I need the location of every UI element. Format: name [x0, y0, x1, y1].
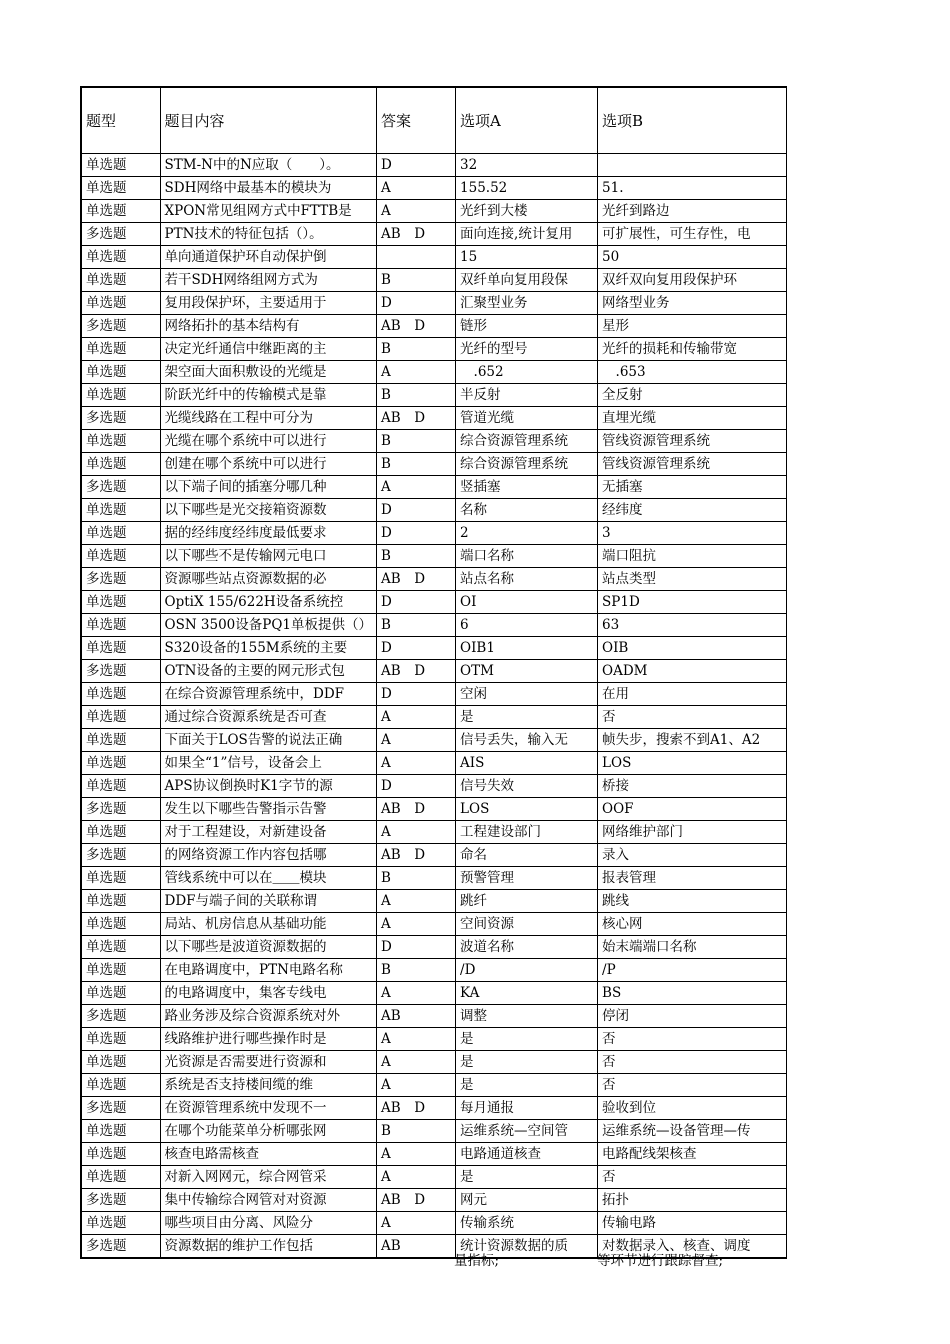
cell-type: 多选题	[81, 660, 160, 683]
cell-content: 网络拓扑的基本结构有	[160, 315, 377, 338]
cell-type: 单选题	[81, 729, 160, 752]
cell-option-a: 跳纤	[456, 890, 598, 913]
cell-content: 核查电路需核查	[160, 1143, 377, 1166]
cell-answer: B	[377, 430, 456, 453]
cell-answer: B	[377, 614, 456, 637]
cell-content: 在资源管理系统中发现不一	[160, 1097, 377, 1120]
cell-type: 多选题	[81, 844, 160, 867]
cell-type: 单选题	[81, 982, 160, 1005]
cell-option-a: 空间资源	[456, 913, 598, 936]
cell-content: 在电路调度中，PTN电路名称	[160, 959, 377, 982]
cell-type: 单选题	[81, 246, 160, 269]
table-row	[81, 844, 787, 867]
table-row	[81, 568, 787, 591]
table-row	[81, 269, 787, 292]
cell-option-a: 端口名称	[456, 545, 598, 568]
cell-option-b: OOF	[598, 798, 787, 821]
cell-content: 系统是否支持楼间缆的维	[160, 1074, 377, 1097]
cell-answer: A	[377, 1143, 456, 1166]
cell-type: 多选题	[81, 407, 160, 430]
cell-option-a: 是	[456, 706, 598, 729]
option-a-overflow-text: 量指标;	[454, 1253, 500, 1269]
cell-content: 发生以下哪些告警指示告警	[160, 798, 377, 821]
cell-option-b: 始末端端口名称	[598, 936, 787, 959]
cell-content: 若干SDH网络组网方式为	[160, 269, 377, 292]
cell-option-b: 否	[598, 1028, 787, 1051]
table-row	[81, 384, 787, 407]
cell-content: 资源数据的维护工作包括	[160, 1235, 377, 1259]
cell-answer: D	[377, 499, 456, 522]
cell-content: STM-N中的N应取（ ）。	[160, 154, 377, 177]
cell-option-a: 2	[456, 522, 598, 545]
cell-answer: D	[377, 637, 456, 660]
cell-answer: A	[377, 1212, 456, 1235]
header-row	[81, 87, 787, 154]
table-row	[81, 729, 787, 752]
table-row	[81, 637, 787, 660]
cell-type: 多选题	[81, 1005, 160, 1028]
cell-content: 创建在哪个系统中可以进行	[160, 453, 377, 476]
cell-answer: AB D	[377, 844, 456, 867]
cell-answer: AB D	[377, 315, 456, 338]
cell-option-a: 名称	[456, 499, 598, 522]
cell-type: 单选题	[81, 752, 160, 775]
cell-option-b: 站点类型	[598, 568, 787, 591]
cell-content: 集中传输综合网管对对资源	[160, 1189, 377, 1212]
cell-answer: D	[377, 154, 456, 177]
cell-option-a: KA	[456, 982, 598, 1005]
cell-answer: A	[377, 1051, 456, 1074]
cell-option-b: 录入	[598, 844, 787, 867]
cell-content: 通过综合资源系统是否可查	[160, 706, 377, 729]
header-content: 题目内容	[160, 87, 377, 154]
cell-option-a: 是	[456, 1074, 598, 1097]
cell-answer: B	[377, 269, 456, 292]
cell-option-b: 在用	[598, 683, 787, 706]
cell-option-b: 管线资源管理系统	[598, 430, 787, 453]
cell-content: 线路维护进行哪些操作时是	[160, 1028, 377, 1051]
cell-content: 据的经纬度经纬度最低要求	[160, 522, 377, 545]
table-row	[81, 499, 787, 522]
cell-option-a: 光纤到大楼	[456, 200, 598, 223]
header-option-a: 选项A	[456, 87, 598, 154]
table-row	[81, 246, 787, 269]
table-row	[81, 154, 787, 177]
cell-type: 单选题	[81, 522, 160, 545]
cell-option-b: 网络型业务	[598, 292, 787, 315]
cell-content: 以下哪些是波道资源数据的	[160, 936, 377, 959]
cell-option-b: 否	[598, 706, 787, 729]
cell-option-a: 电路通道核查	[456, 1143, 598, 1166]
cell-answer: A	[377, 1028, 456, 1051]
cell-type: 单选题	[81, 959, 160, 982]
cell-type: 单选题	[81, 890, 160, 913]
table-row	[81, 1143, 787, 1166]
cell-answer: D	[377, 292, 456, 315]
cell-option-a: 调整	[456, 1005, 598, 1028]
cell-type: 多选题	[81, 1235, 160, 1259]
cell-answer: B	[377, 867, 456, 890]
cell-content: XPON常见组网方式中FTTB是	[160, 200, 377, 223]
cell-option-b: 经纬度	[598, 499, 787, 522]
cell-content: 哪些项目由分离、风险分	[160, 1212, 377, 1235]
cell-answer: AB D	[377, 1097, 456, 1120]
cell-content: 在综合资源管理系统中，DDF	[160, 683, 377, 706]
cell-type: 单选题	[81, 338, 160, 361]
cell-option-a: 是	[456, 1028, 598, 1051]
cell-content: S320设备的155M系统的主要	[160, 637, 377, 660]
cell-option-b: 50	[598, 246, 787, 269]
cell-option-a: 信号失效	[456, 775, 598, 798]
cell-option-a: 双纤单向复用段保	[456, 269, 598, 292]
table-row	[81, 683, 787, 706]
cell-type: 单选题	[81, 637, 160, 660]
cell-type: 单选题	[81, 292, 160, 315]
cell-content: 以下端子间的插塞分哪几种	[160, 476, 377, 499]
cell-answer: A	[377, 1166, 456, 1189]
cell-option-b: 管线资源管理系统	[598, 453, 787, 476]
table-row	[81, 982, 787, 1005]
cell-answer: A	[377, 821, 456, 844]
cell-option-a: 波道名称	[456, 936, 598, 959]
cell-type: 单选题	[81, 1120, 160, 1143]
cell-type: 单选题	[81, 361, 160, 384]
cell-option-a: 15	[456, 246, 598, 269]
cell-answer: D	[377, 775, 456, 798]
table-row	[81, 1074, 787, 1097]
table-row	[81, 752, 787, 775]
cell-answer: AB	[377, 1235, 456, 1259]
table-row	[81, 591, 787, 614]
cell-option-b: 否	[598, 1051, 787, 1074]
cell-type: 单选题	[81, 269, 160, 292]
cell-type: 单选题	[81, 545, 160, 568]
cell-option-a: 竖插塞	[456, 476, 598, 499]
table-row	[81, 1005, 787, 1028]
table-row	[81, 821, 787, 844]
cell-option-b: LOS	[598, 752, 787, 775]
header-option-b: 选项B	[598, 87, 787, 154]
cell-type: 单选题	[81, 200, 160, 223]
cell-option-b: 63	[598, 614, 787, 637]
cell-option-b: 3	[598, 522, 787, 545]
cell-answer: D	[377, 522, 456, 545]
cell-content: 以下哪些不是传输网元电口	[160, 545, 377, 568]
cell-option-a: OI	[456, 591, 598, 614]
cell-type: 多选题	[81, 1189, 160, 1212]
table-row	[81, 545, 787, 568]
cell-answer: A	[377, 361, 456, 384]
cell-option-a: 半反射	[456, 384, 598, 407]
cell-answer: A	[377, 913, 456, 936]
cell-answer: B	[377, 384, 456, 407]
cell-content: OSN 3500设备PQ1单板提供（）	[160, 614, 377, 637]
cell-option-b: 电路配线架核查	[598, 1143, 787, 1166]
cell-option-a: 6	[456, 614, 598, 637]
table-row	[81, 798, 787, 821]
cell-option-b: 否	[598, 1074, 787, 1097]
cell-answer: B	[377, 338, 456, 361]
cell-option-a: LOS	[456, 798, 598, 821]
cell-option-a: 是	[456, 1051, 598, 1074]
cell-answer: A	[377, 706, 456, 729]
cell-type: 多选题	[81, 1097, 160, 1120]
table-row	[81, 200, 787, 223]
table-row	[81, 1028, 787, 1051]
table-row	[81, 913, 787, 936]
cell-type: 单选题	[81, 1051, 160, 1074]
cell-type: 单选题	[81, 936, 160, 959]
table-row	[81, 430, 787, 453]
cell-option-a: 信号丢失，输入无	[456, 729, 598, 752]
table-row	[81, 338, 787, 361]
cell-option-b: 帧失步，搜索不到A1、A2	[598, 729, 787, 752]
table-row	[81, 223, 787, 246]
cell-option-b: OIB	[598, 637, 787, 660]
cell-type: 单选题	[81, 821, 160, 844]
cell-option-a: 空闲	[456, 683, 598, 706]
table-row	[81, 1189, 787, 1212]
cell-option-b: 星形	[598, 315, 787, 338]
cell-option-a: 传输系统	[456, 1212, 598, 1235]
cell-option-b: SP1D	[598, 591, 787, 614]
cell-answer: A	[377, 200, 456, 223]
cell-option-b: 可扩展性，可生存性，电	[598, 223, 787, 246]
cell-content: 如果全“1”信号，设备会上	[160, 752, 377, 775]
cell-type: 单选题	[81, 1166, 160, 1189]
cell-type: 单选题	[81, 1212, 160, 1235]
table-row	[81, 959, 787, 982]
cell-option-a: 155.52	[456, 177, 598, 200]
cell-type: 单选题	[81, 683, 160, 706]
cell-option-b: 报表管理	[598, 867, 787, 890]
cell-type: 单选题	[81, 177, 160, 200]
cell-option-a: AIS	[456, 752, 598, 775]
cell-type: 单选题	[81, 1074, 160, 1097]
cell-type: 单选题	[81, 499, 160, 522]
cell-answer: D	[377, 683, 456, 706]
cell-answer: A	[377, 890, 456, 913]
cell-option-a: .652	[456, 361, 598, 384]
option-b-overflow-text: 等环节进行跟踪督查;	[597, 1253, 724, 1269]
cell-answer: A	[377, 177, 456, 200]
table-row	[81, 361, 787, 384]
cell-option-b	[598, 154, 787, 177]
cell-content: APS协议倒换时K1字节的源	[160, 775, 377, 798]
table-row	[81, 660, 787, 683]
cell-option-b: 停闭	[598, 1005, 787, 1028]
cell-content: 资源哪些站点资源数据的必	[160, 568, 377, 591]
table-row	[81, 1212, 787, 1235]
cell-option-b: /P	[598, 959, 787, 982]
cell-type: 多选题	[81, 315, 160, 338]
cell-content: 对于工程建设，对新建设备	[160, 821, 377, 844]
cell-answer: A	[377, 476, 456, 499]
cell-option-b: 核心网	[598, 913, 787, 936]
cell-type: 单选题	[81, 453, 160, 476]
cell-option-a: 32	[456, 154, 598, 177]
cell-content: 路业务涉及综合资源系统对外	[160, 1005, 377, 1028]
cell-content: 在哪个功能菜单分析哪张网	[160, 1120, 377, 1143]
cell-option-b: 跳线	[598, 890, 787, 913]
cell-option-b: 拓扑	[598, 1189, 787, 1212]
cell-content: 阶跃光纤中的传输模式是靠	[160, 384, 377, 407]
table-row	[81, 177, 787, 200]
table-row	[81, 292, 787, 315]
cell-type: 多选题	[81, 798, 160, 821]
cell-answer: B	[377, 545, 456, 568]
cell-option-a: 每月通报	[456, 1097, 598, 1120]
cell-option-a: 管道光缆	[456, 407, 598, 430]
question-table	[80, 86, 787, 1259]
cell-option-b: 网络维护部门	[598, 821, 787, 844]
cell-option-b: BS	[598, 982, 787, 1005]
cell-option-b: 验收到位	[598, 1097, 787, 1120]
table-row	[81, 1166, 787, 1189]
cell-type: 单选题	[81, 706, 160, 729]
cell-option-b: 传输电路	[598, 1212, 787, 1235]
cell-answer: D	[377, 591, 456, 614]
cell-type: 多选题	[81, 568, 160, 591]
table-row	[81, 1051, 787, 1074]
cell-answer	[377, 246, 456, 269]
cell-option-b: 对数据录入、核查、调度	[598, 1235, 787, 1259]
cell-content: SDH网络中最基本的模块为	[160, 177, 377, 200]
cell-answer: A	[377, 752, 456, 775]
cell-answer: AB D	[377, 568, 456, 591]
cell-content: 光缆线路在工程中可分为	[160, 407, 377, 430]
cell-type: 单选题	[81, 775, 160, 798]
cell-answer: AB D	[377, 223, 456, 246]
cell-answer: B	[377, 959, 456, 982]
cell-option-b: .653	[598, 361, 787, 384]
table-row	[81, 867, 787, 890]
table-row	[81, 407, 787, 430]
cell-type: 单选题	[81, 913, 160, 936]
cell-content: PTN技术的特征包括（）。	[160, 223, 377, 246]
cell-type: 单选题	[81, 591, 160, 614]
cell-option-b: 光纤的损耗和传输带宽	[598, 338, 787, 361]
cell-option-b: OADM	[598, 660, 787, 683]
cell-option-a: 工程建设部门	[456, 821, 598, 844]
cell-answer: AB D	[377, 660, 456, 683]
cell-answer: AB D	[377, 1189, 456, 1212]
cell-content: 光资源是否需要进行资源和	[160, 1051, 377, 1074]
cell-option-a: 统计资源数据的质	[456, 1235, 598, 1259]
cell-answer: A	[377, 729, 456, 752]
cell-option-a: 光纤的型号	[456, 338, 598, 361]
cell-option-a: 预警管理	[456, 867, 598, 890]
cell-option-b: 光纤到路边	[598, 200, 787, 223]
header-type: 题型	[81, 87, 160, 154]
cell-type: 单选题	[81, 867, 160, 890]
cell-content: 的网络资源工作内容包括哪	[160, 844, 377, 867]
cell-content: 光缆在哪个系统中可以进行	[160, 430, 377, 453]
table-row	[81, 775, 787, 798]
cell-answer: AB	[377, 1005, 456, 1028]
table-row	[81, 1120, 787, 1143]
cell-content: 以下哪些是光交接箱资源数	[160, 499, 377, 522]
cell-content: 单向通道保护环自动保护倒	[160, 246, 377, 269]
header-answer: 答案	[377, 87, 456, 154]
cell-option-b: 否	[598, 1166, 787, 1189]
cell-option-a: 汇聚型业务	[456, 292, 598, 315]
cell-answer: D	[377, 936, 456, 959]
cell-option-a: 命名	[456, 844, 598, 867]
cell-content: 架空面大面积敷设的光缆是	[160, 361, 377, 384]
cell-option-a: 综合资源管理系统	[456, 453, 598, 476]
cell-content: 的电路调度中，集客专线电	[160, 982, 377, 1005]
table-row	[81, 890, 787, 913]
cell-content: 下面关于LOS告警的说法正确	[160, 729, 377, 752]
cell-option-a: 网元	[456, 1189, 598, 1212]
cell-type: 单选题	[81, 1143, 160, 1166]
cell-option-b: 无插塞	[598, 476, 787, 499]
cell-option-b: 双纤双向复用段保护环	[598, 269, 787, 292]
cell-option-a: /D	[456, 959, 598, 982]
table-row	[81, 453, 787, 476]
cell-answer: A	[377, 1074, 456, 1097]
cell-content: 局站、机房信息从基础功能	[160, 913, 377, 936]
cell-answer: AB D	[377, 407, 456, 430]
table-row	[81, 522, 787, 545]
cell-answer: B	[377, 1120, 456, 1143]
cell-type: 多选题	[81, 476, 160, 499]
cell-option-a: 是	[456, 1166, 598, 1189]
table-row	[81, 936, 787, 959]
cell-type: 单选题	[81, 384, 160, 407]
cell-answer: B	[377, 453, 456, 476]
cell-option-a: OIB1	[456, 637, 598, 660]
cell-type: 单选题	[81, 430, 160, 453]
cell-content: 复用段保护环，主要适用于	[160, 292, 377, 315]
cell-content: 决定光纤通信中继距离的主	[160, 338, 377, 361]
cell-type: 单选题	[81, 1028, 160, 1051]
cell-option-b: 桥接	[598, 775, 787, 798]
cell-option-b: 端口阻抗	[598, 545, 787, 568]
cell-option-a: 运维系统—空间管	[456, 1120, 598, 1143]
cell-answer: A	[377, 982, 456, 1005]
cell-type: 单选题	[81, 154, 160, 177]
table-row	[81, 614, 787, 637]
cell-type: 多选题	[81, 223, 160, 246]
cell-content: 管线系统中可以在＿＿模块	[160, 867, 377, 890]
table-row	[81, 315, 787, 338]
cell-content: OptiX 155/622H设备系统控	[160, 591, 377, 614]
cell-option-b: 51.	[598, 177, 787, 200]
table-row	[81, 476, 787, 499]
table-row	[81, 706, 787, 729]
cell-type: 单选题	[81, 614, 160, 637]
cell-answer: AB D	[377, 798, 456, 821]
cell-content: 对新入网网元，综合网管采	[160, 1166, 377, 1189]
cell-option-b: 运维系统—设备管理—传	[598, 1120, 787, 1143]
cell-option-a: 链形	[456, 315, 598, 338]
table-row	[81, 1097, 787, 1120]
cell-option-b: 全反射	[598, 384, 787, 407]
cell-option-a: OTM	[456, 660, 598, 683]
cell-content: DDF与端子间的关联称谓	[160, 890, 377, 913]
cell-option-b: 直埋光缆	[598, 407, 787, 430]
cell-option-a: 面向连接,统计复用	[456, 223, 598, 246]
cell-option-a: 站点名称	[456, 568, 598, 591]
cell-option-a: 综合资源管理系统	[456, 430, 598, 453]
cell-content: OTN设备的主要的网元形式包	[160, 660, 377, 683]
